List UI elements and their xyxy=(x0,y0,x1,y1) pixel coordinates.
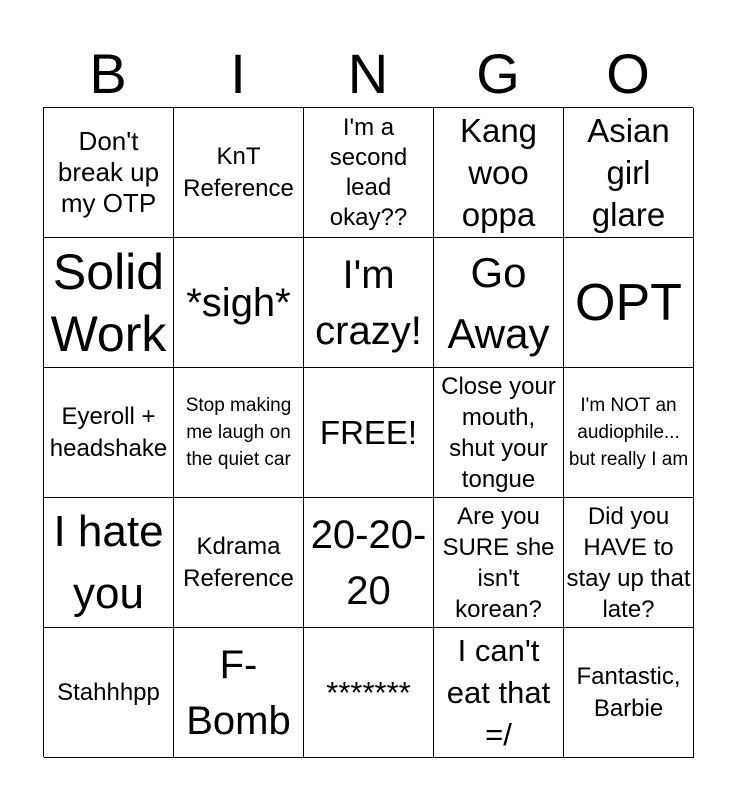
bingo-cell[interactable] xyxy=(434,628,564,758)
cell-text: Close your mouth, shut your tongue xyxy=(441,372,556,493)
cell-text: Go Away xyxy=(447,248,550,357)
bingo-cell[interactable] xyxy=(434,238,564,368)
bingo-cell[interactable] xyxy=(174,108,304,238)
cell-text: I'm a second lead okay?? xyxy=(329,113,408,231)
bingo-cell[interactable] xyxy=(174,498,304,628)
bingo-cell[interactable] xyxy=(304,238,434,368)
bingo-cell[interactable] xyxy=(434,368,564,498)
bingo-cell[interactable] xyxy=(564,498,694,628)
bingo-cell[interactable] xyxy=(44,238,174,368)
bingo-cell[interactable] xyxy=(564,368,694,498)
bingo-cell[interactable] xyxy=(304,498,434,628)
bingo-cell[interactable] xyxy=(564,238,694,368)
cell-text: Kang woo oppa xyxy=(459,111,538,233)
bingo-cell[interactable] xyxy=(174,628,304,758)
bingo-cell[interactable] xyxy=(434,108,564,238)
header-letter-g: G xyxy=(476,42,520,105)
bingo-cell[interactable] xyxy=(174,238,304,368)
cell-text: FREE! xyxy=(319,413,418,451)
cell-text: I'm NOT an audiophile... but really I am xyxy=(568,395,689,470)
cell-text: *sigh* xyxy=(186,280,291,325)
cell-text: Fantastic, Barbie xyxy=(576,662,681,722)
cell-text: Are you SURE she isn't korean? xyxy=(442,502,555,623)
cell-text: Did you HAVE to stay up that late? xyxy=(566,502,691,623)
header-letter-i: I xyxy=(230,42,246,105)
cell-text: I hate you xyxy=(53,506,164,618)
bingo-cell[interactable] xyxy=(304,108,434,238)
cell-text: Stop making me laugh on the quiet car xyxy=(185,395,292,470)
bingo-cell[interactable] xyxy=(44,628,174,758)
cell-text: KnT Reference xyxy=(183,142,294,202)
cell-text: I'm crazy! xyxy=(315,252,422,353)
bingo-cell[interactable] xyxy=(174,368,304,498)
bingo-cell[interactable] xyxy=(44,108,174,238)
cell-text: Asian girl glare xyxy=(587,111,670,233)
bingo-cell[interactable] xyxy=(44,498,174,628)
bingo-cell[interactable] xyxy=(564,108,694,238)
bingo-cell[interactable] xyxy=(304,628,434,758)
bingo-cell[interactable] xyxy=(564,628,694,758)
cell-text: ******* xyxy=(326,674,411,710)
cell-text: Eyeroll + headshake xyxy=(49,402,168,462)
cell-text: F-Bomb xyxy=(186,642,291,743)
bingo-cell[interactable] xyxy=(434,498,564,628)
cell-text: Don't break up my OTP xyxy=(57,126,160,218)
cell-text: Solid Work xyxy=(50,243,167,362)
cell-text: 20-20-20 xyxy=(310,512,427,613)
cell-text: I can't eat that =/ xyxy=(446,632,551,752)
bingo-grid xyxy=(43,107,693,757)
cell-text: Kdrama Reference xyxy=(183,532,294,592)
cell-text: Stahhhpp xyxy=(57,678,160,706)
header-letter-n: N xyxy=(347,42,389,105)
header-letter-o: O xyxy=(606,42,650,105)
bingo-header xyxy=(43,42,693,106)
header-letter-b: B xyxy=(89,42,127,105)
bingo-cell[interactable] xyxy=(304,368,434,498)
bingo-cell[interactable] xyxy=(44,368,174,498)
cell-text: OPT xyxy=(575,273,682,332)
